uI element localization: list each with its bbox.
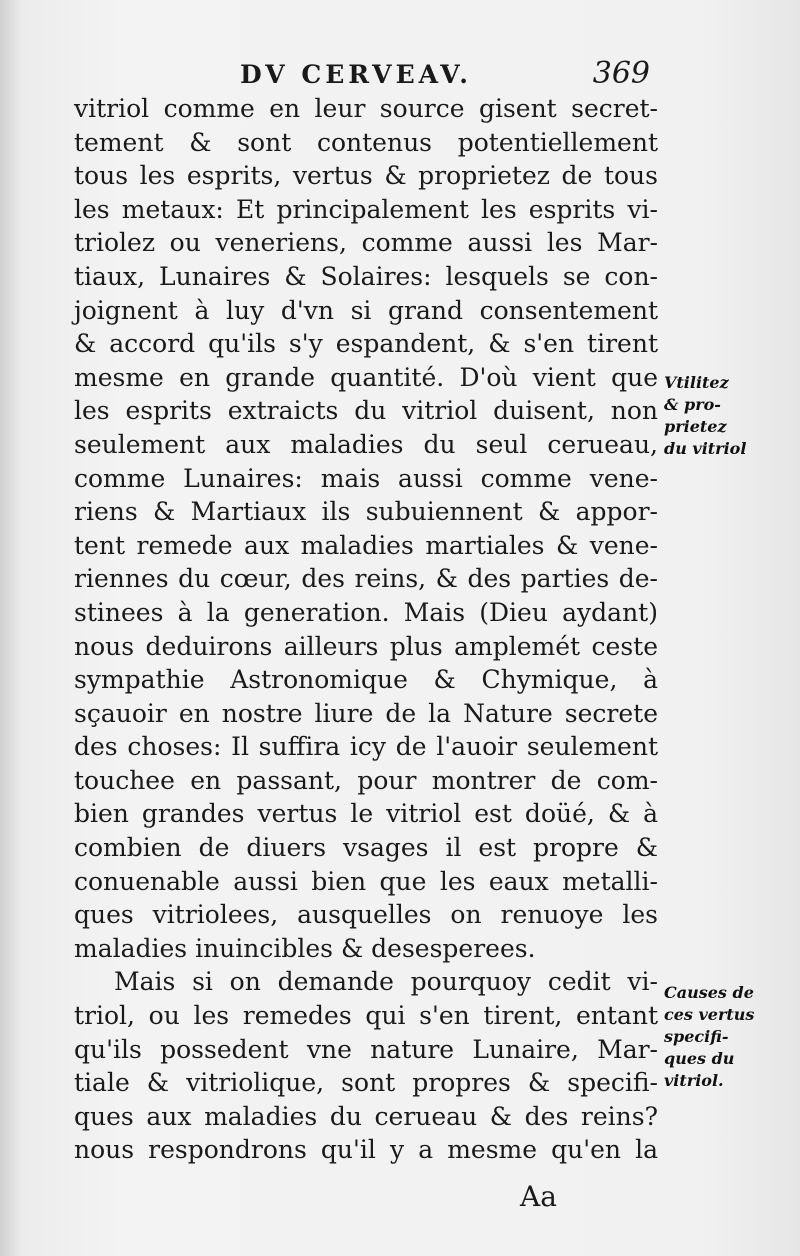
text-line: triolez ou veneriens, comme aussi les Mar- xyxy=(74,228,658,258)
margin-note-line: du vitriol xyxy=(664,439,747,458)
text-line: ques vitriolees, ausquelles on renuoye les xyxy=(74,900,658,930)
text-line: des choses: Il suffira icy de l'auoir seulement xyxy=(74,732,658,762)
text-line: qu'ils possedent vne nature Lunaire, Mar- xyxy=(74,1034,658,1064)
text-line: ques aux maladies du cerueau & des reins? xyxy=(74,1101,658,1131)
body-text xyxy=(74,92,658,1167)
text-line: stinees à la generation. Mais (Dieu aydant) xyxy=(74,597,658,627)
text-line: seulement aux maladies du seul cerueau, xyxy=(74,429,658,459)
margin-note-line: Causes de xyxy=(664,983,754,1002)
text-line: conuenable aussi bien que les eaux metalli- xyxy=(74,866,658,896)
text-line: tiale & vitriolique, sont propres & specifi- xyxy=(74,1068,658,1098)
text-line: les metaux: Et principalement les esprits vi- xyxy=(74,194,658,224)
page-header xyxy=(230,56,650,96)
text-line: les esprits extraicts du vitriol duisent, non xyxy=(74,396,658,426)
text-line: comme Lunaires: mais aussi comme vene- xyxy=(74,463,658,493)
text-line: maladies inuincibles & desesperees. xyxy=(74,933,536,963)
margin-note-line: Vtilitez xyxy=(664,373,729,392)
text-line: tous les esprits, vertus & proprietez de tous xyxy=(74,161,658,191)
margin-note-line: specifi- xyxy=(664,1027,729,1046)
text-line: sçauoir en nostre liure de la Nature secrete xyxy=(74,698,658,728)
text-line: sympathie Astronomique & Chymique, à xyxy=(74,665,658,695)
margin-note-line: & pro- xyxy=(664,395,721,414)
text-line: riens & Martiaux ils subuiennent & appor- xyxy=(74,497,658,527)
text-line: mesme en grande quantité. D'où vient que xyxy=(74,362,658,392)
text-line: combien de diuers vsages il est propre & xyxy=(74,833,658,863)
text-line: triol, ou les remedes qui s'en tirent, entant xyxy=(74,1001,658,1031)
text-line: vitriol comme en leur source gisent secret- xyxy=(74,94,658,123)
margin-note-causes xyxy=(664,982,794,1092)
text-line: tiaux, Lunaires & Solaires: lesquels se con- xyxy=(74,261,658,291)
text-line: joignent à luy d'vn si grand consentement xyxy=(74,295,658,325)
margin-note-line: ces vertus xyxy=(664,1005,755,1024)
text-line: touchee en passant, pour montrer de com- xyxy=(74,765,658,795)
text-line: riennes du cœur, des reins, & des parties de- xyxy=(74,564,658,594)
running-title: DV CERVEAV. xyxy=(240,60,472,89)
margin-note-line: prietez xyxy=(664,417,727,436)
paragraph-start-line: Mais si on demande pourquoy cedit vi- xyxy=(114,967,658,997)
signature-mark: Aa xyxy=(520,1180,557,1213)
page-number: 369 xyxy=(592,56,650,91)
text-line: tent remede aux maladies martiales & vene- xyxy=(74,530,658,560)
text-line: nous deduirons ailleurs plus amplemét ceste xyxy=(74,631,658,661)
margin-note-line: vitriol. xyxy=(664,1071,724,1090)
text-line: bien grandes vertus le vitriol est doüé, & à xyxy=(74,799,658,829)
text-line: & accord qu'ils s'y espandent, & s'en tirent xyxy=(74,329,658,359)
text-line: tement & sont contenus potentiellement xyxy=(74,127,658,157)
margin-note-utility xyxy=(664,372,794,460)
margin-note-line: ques du xyxy=(664,1049,735,1068)
text-line: nous respondrons qu'il y a mesme qu'en la xyxy=(74,1135,658,1165)
